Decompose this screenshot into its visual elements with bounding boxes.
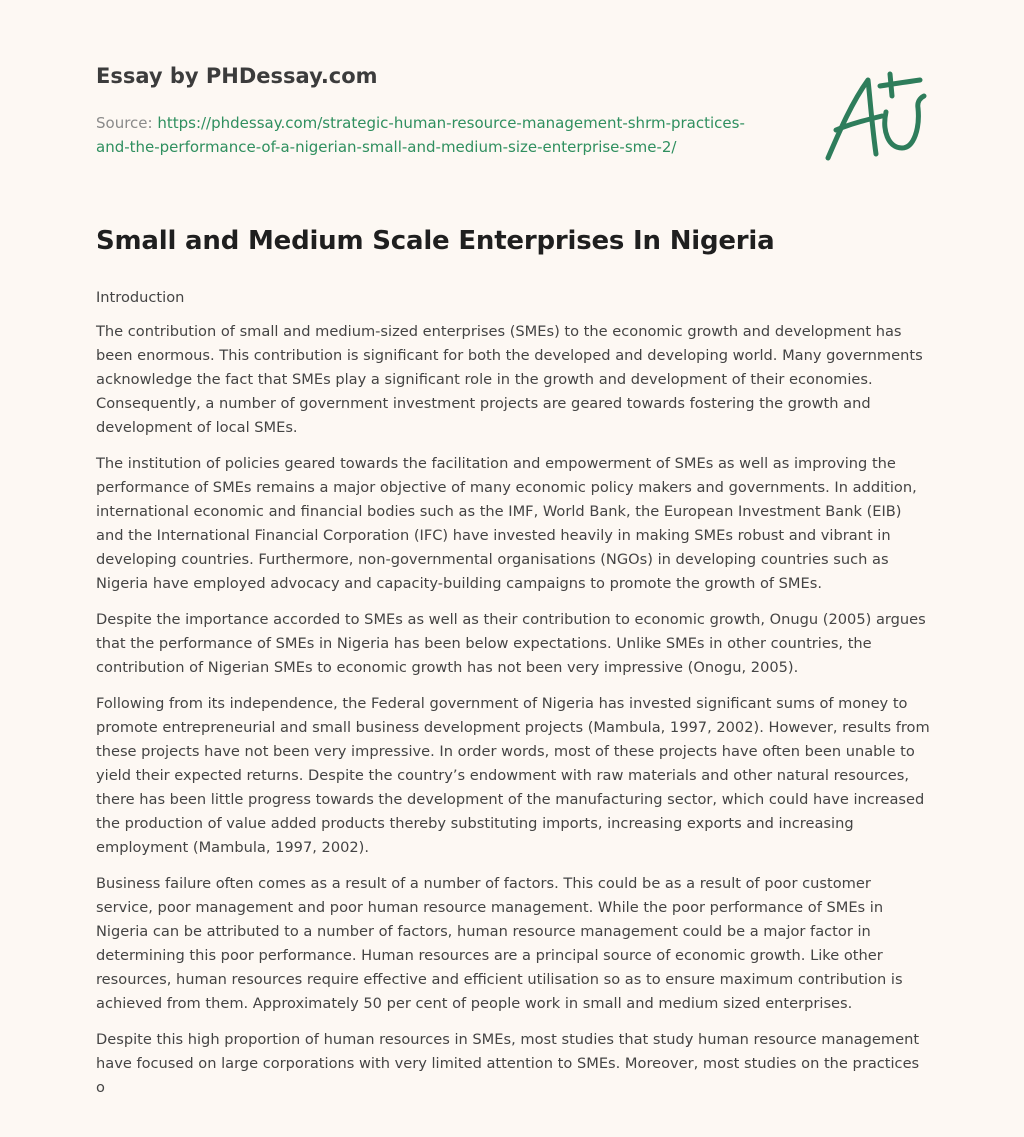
paragraph-1: The contribution of small and medium-sized enterprises (SMEs) to the economic growth and development has been enormous. This contribution is significant for both the developed and developing world. Many governments acknowledge the fact that SMEs play a significant role in the growth and development of their economies. Consequently, a number of government investment projects are geared towards fostering the growth and development of local SMEs. <box>96 323 923 436</box>
a-plus-logo-icon <box>822 68 930 168</box>
paragraph-5: Business failure often comes as a result of a number of factors. This could be as a result of poor customer service, poor management and poor human resource management. While the poor performance of SMEs in Nigeria can be attributed to a number of factors, human resource management could be a major factor in determining this poor performance. Human resources are a principal source of economic growth. Like other resources, human resources require effective and efficient utilisation so as to ensure maximum contribution is achieved from them. Approximately 50 per cent of people work in small and medium sized enterprises. <box>96 875 903 1012</box>
intro-heading: Introduction <box>96 289 185 306</box>
paragraph-4: Following from its independence, the Federal government of Nigeria has invested significant sums of money to promote entrepreneurial and small business development projects (Mambula, 1997, 2002). However, results from these projects have not been very impressive. In order words, most of these projects have often been unable to yield their expected returns. Despite the country’s endowment with raw materials and other natural resources, there has been little progress towards the development of the manufacturing sector, which could have increased the production of value added products thereby substituting imports, increasing exports and increasing employment (Mambula, 1997, 2002). <box>96 695 930 856</box>
paragraph-2: The institution of policies geared towards the facilitation and empowerment of SMEs as well as improving the performance of SMEs remains a major objective of many economic policy makers and governments. In addition, international economic and financial bodies such as the IMF, World Bank, the European Investment Bank (EIB) and the International Financial Corporation (IFC) have invested heavily in making SMEs robust and vibrant in developing countries. Furthermore, non-governmental organisations (NGOs) in developing countries such as Nigeria have employed advocacy and capacity-building campaigns to promote the growth of SMEs. <box>96 455 917 592</box>
paragraph-6: Despite this high proportion of human resources in SMEs, most studies that study human resource management have focused on large corporations with very limited attention to SMEs. Moreover, most studies on the practices o <box>96 1031 920 1096</box>
essay-title: Small and Medium Scale Enterprises In Nigeria <box>96 226 775 256</box>
site-brand: Essay by PHDessay.com <box>96 64 378 88</box>
paragraph-3: Despite the importance accorded to SMEs as well as their contribution to economic growth, Onugu (2005) argues that the performance of SMEs in Nigeria has been below expectations. Unlike SMEs in other countries, the contribution of Nigerian SMEs to economic growth has not been very impressive (Onogu, 2005). <box>96 611 926 676</box>
source-label: Source: <box>96 114 158 132</box>
essay-body <box>96 286 932 1112</box>
source-link[interactable]: https://phdessay.com/strategic-human-resource-management-shrm-practices-and-the-performance-of-a-nigerian-small-and-medium-size-enterprise-sme-2/ <box>96 114 745 156</box>
source-line <box>96 111 776 159</box>
